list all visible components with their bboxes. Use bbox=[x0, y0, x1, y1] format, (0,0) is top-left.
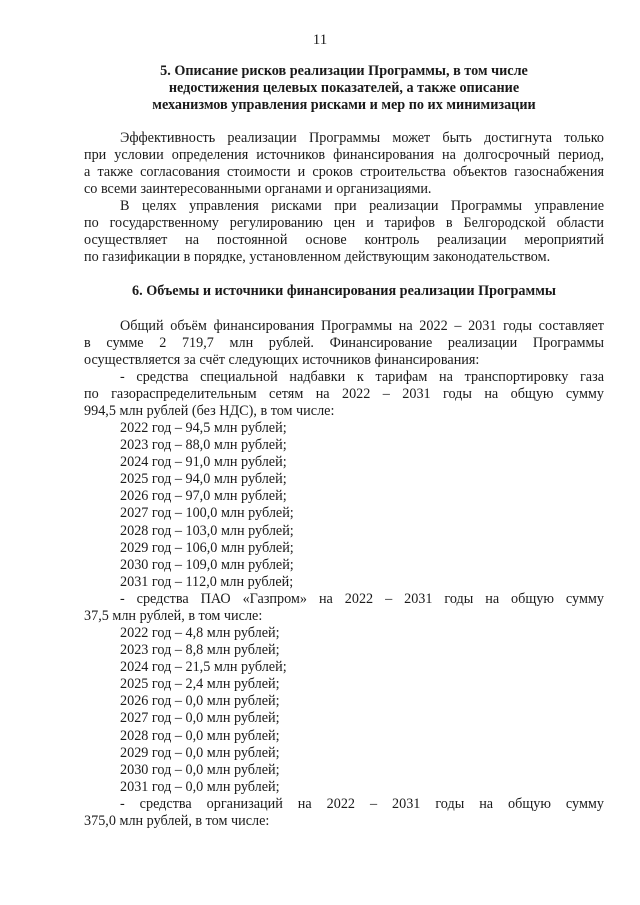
funding-source-2 bbox=[84, 591, 604, 625]
text-line: - средства специальной надбавки к тарифам на транспортировку газа bbox=[120, 369, 604, 385]
list-item: 2026 год – 97,0 млн рублей; bbox=[120, 488, 287, 505]
text-line: В целях управления рисками при реализации Программы управление bbox=[120, 198, 604, 214]
funding-source-1 bbox=[84, 369, 604, 420]
text-line: Общий объём финансирования Программы на 2022 – 2031 годы составляет bbox=[120, 318, 604, 334]
text-line: по газораспределительным сетям на 2022 – 2031 годы на общую сумму bbox=[84, 386, 604, 402]
text-line: Эффективность реализации Программы может быть достигнута только bbox=[120, 130, 604, 146]
list-item: 2027 год – 0,0 млн рублей; bbox=[120, 710, 280, 727]
section-5-paragraph-1 bbox=[84, 130, 604, 198]
text-line: по газификации в порядке, установленном действующим законодательством. bbox=[84, 249, 551, 265]
list-item: 2022 год – 94,5 млн рублей; bbox=[120, 420, 287, 436]
list-item: 2022 год – 4,8 млн рублей; bbox=[120, 625, 280, 641]
list-item: 2031 год – 112,0 млн рублей; bbox=[120, 573, 294, 590]
text-line: 375,0 млн рублей, в том числе: bbox=[84, 813, 270, 829]
text-line: 994,5 млн рублей (без НДС), в том числе: bbox=[84, 403, 335, 419]
text-line: - средства ПАО «Газпром» на 2022 – 2031 годы на общую сумму bbox=[120, 591, 604, 607]
text-line: а также согласования стоимости и сроков строительства объектов газоснабжения bbox=[84, 164, 604, 180]
list-item: 2028 год – 103,0 млн рублей; bbox=[120, 522, 294, 539]
heading-line: механизмов управления рисками и мер по их минимизации bbox=[152, 97, 536, 113]
list-item: 2028 год – 0,0 млн рублей; bbox=[120, 727, 280, 744]
text-line: - средства организаций на 2022 – 2031 годы на общую сумму bbox=[120, 796, 604, 812]
page-number: 11 bbox=[312, 32, 328, 48]
text-line: 37,5 млн рублей, в том числе: bbox=[84, 608, 263, 624]
text-line: по государственному регулированию цен и тарифов в Белгородской области bbox=[84, 215, 604, 231]
funding-source-1-years bbox=[120, 420, 294, 591]
funding-source-2-years bbox=[120, 625, 287, 796]
list-item: 2024 год – 21,5 млн рублей; bbox=[120, 659, 287, 676]
text-line: при условии определения источников финансирования на долгосрочный период, bbox=[84, 147, 604, 163]
funding-source-3 bbox=[84, 796, 604, 830]
heading-line: недостижения целевых показателей, а также описание bbox=[168, 80, 520, 96]
heading-line: 6. Объемы и источники финансирования реализации Программы bbox=[132, 283, 556, 299]
list-item: 2030 год – 0,0 млн рублей; bbox=[120, 761, 280, 778]
heading-line: 5. Описание рисков реализации Программы, в том числе bbox=[160, 63, 528, 79]
list-item: 2027 год – 100,0 млн рублей; bbox=[120, 505, 294, 522]
list-item: 2023 год – 88,0 млн рублей; bbox=[120, 437, 287, 454]
text-line: осуществляет на постоянной основе контроль реализации мероприятий bbox=[84, 232, 604, 248]
list-item: 2025 год – 2,4 млн рублей; bbox=[120, 676, 280, 693]
list-item: 2031 год – 0,0 млн рублей; bbox=[120, 778, 280, 795]
list-item: 2023 год – 8,8 млн рублей; bbox=[120, 642, 280, 659]
section-6-heading bbox=[84, 283, 604, 300]
section-6-intro bbox=[84, 318, 604, 369]
list-item: 2024 год – 91,0 млн рублей; bbox=[120, 454, 287, 471]
text-line: осуществляется за счёт следующих источников финансирования: bbox=[84, 352, 480, 368]
list-item: 2029 год – 106,0 млн рублей; bbox=[120, 539, 294, 556]
list-item: 2025 год – 94,0 млн рублей; bbox=[120, 471, 287, 488]
text-line: в сумме 2 719,7 млн рублей. Финансирование реализации Программы bbox=[84, 335, 604, 351]
list-item: 2030 год – 109,0 млн рублей; bbox=[120, 556, 294, 573]
section-5-heading bbox=[84, 63, 604, 114]
section-5-paragraph-2 bbox=[84, 198, 604, 266]
text-line: со всеми заинтересованными органами и организациями. bbox=[84, 181, 432, 197]
list-item: 2029 год – 0,0 млн рублей; bbox=[120, 744, 280, 761]
list-item: 2026 год – 0,0 млн рублей; bbox=[120, 693, 280, 710]
